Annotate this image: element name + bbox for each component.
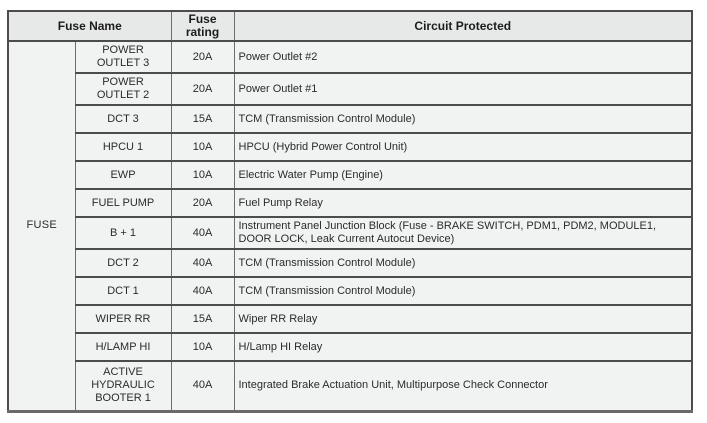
circuit-protected-cell: Wiper RR Relay [234, 305, 692, 333]
fuse-table [7, 10, 693, 413]
fuse-name-cell: ACTIVE HYDRAULIC BOOTER 1 [75, 361, 171, 411]
fuse-name-cell: FUEL PUMP [75, 189, 171, 217]
header-fuse-name: Fuse Name [8, 11, 171, 41]
fuse-rating-cell: 40A [171, 217, 234, 249]
header-fuse-rating: Fuse rating [171, 11, 234, 41]
fuse-rating-cell: 20A [171, 189, 234, 217]
fuse-rating-cell: 40A [171, 277, 234, 305]
fuse-name-cell: EWP [75, 161, 171, 189]
fuse-name-cell: WIPER RR [75, 305, 171, 333]
circuit-protected-cell: Instrument Panel Junction Block (Fuse - BRAKE SWITCH, PDM1, PDM2, MODULE1, DOOR LOCK, Leak Current Autocut Device) [234, 217, 692, 249]
fuse-rating-cell: 10A [171, 133, 234, 161]
table-row [8, 333, 692, 361]
fuse-name-cell: POWER OUTLET 2 [75, 73, 171, 105]
fuse-rating-cell: 20A [171, 73, 234, 105]
header-row [8, 11, 692, 41]
fuse-name-cell: B + 1 [75, 217, 171, 249]
table-row [8, 41, 692, 73]
circuit-protected-cell: H/Lamp HI Relay [234, 333, 692, 361]
fuse-name-cell: DCT 1 [75, 277, 171, 305]
header-circuit-protected: Circuit Protected [234, 11, 692, 41]
fuse-group-label: FUSE [8, 41, 75, 411]
fuse-name-cell: HPCU 1 [75, 133, 171, 161]
circuit-protected-cell: TCM (Transmission Control Module) [234, 105, 692, 133]
circuit-protected-cell: Power Outlet #2 [234, 41, 692, 73]
circuit-protected-cell: Electric Water Pump (Engine) [234, 161, 692, 189]
table-row [8, 305, 692, 333]
fuse-name-cell: DCT 3 [75, 105, 171, 133]
fuse-table-body [8, 41, 692, 411]
table-row [8, 133, 692, 161]
table-row [8, 105, 692, 133]
table-row [8, 189, 692, 217]
circuit-protected-cell: Integrated Brake Actuation Unit, Multipurpose Check Connector [234, 361, 692, 411]
fuse-rating-cell: 10A [171, 333, 234, 361]
fuse-rating-cell: 15A [171, 105, 234, 133]
circuit-protected-cell: TCM (Transmission Control Module) [234, 249, 692, 277]
circuit-protected-cell: Fuel Pump Relay [234, 189, 692, 217]
table-row [8, 361, 692, 411]
circuit-protected-cell: TCM (Transmission Control Module) [234, 277, 692, 305]
table-row [8, 161, 692, 189]
fuse-rating-cell: 15A [171, 305, 234, 333]
circuit-protected-cell: Power Outlet #1 [234, 73, 692, 105]
fuse-rating-cell: 20A [171, 41, 234, 73]
circuit-protected-cell: HPCU (Hybrid Power Control Unit) [234, 133, 692, 161]
fuse-rating-cell: 10A [171, 161, 234, 189]
table-row [8, 249, 692, 277]
table-row [8, 277, 692, 305]
fuse-name-cell: DCT 2 [75, 249, 171, 277]
fuse-name-cell: POWER OUTLET 3 [75, 41, 171, 73]
fuse-rating-cell: 40A [171, 249, 234, 277]
table-row [8, 73, 692, 105]
fuse-rating-cell: 40A [171, 361, 234, 411]
fuse-name-cell: H/LAMP HI [75, 333, 171, 361]
table-row [8, 217, 692, 249]
